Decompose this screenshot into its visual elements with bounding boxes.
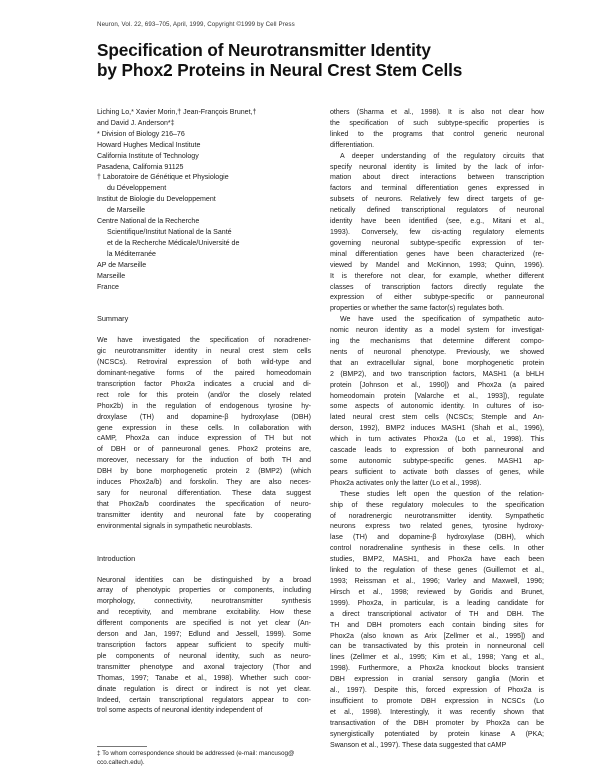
paragraph <box>330 315 544 490</box>
affiliation-line: et de la Recherche Médicale/Université de <box>107 239 240 247</box>
text-line: dominant-negative forms of the paired homeodomain <box>97 370 311 378</box>
author-line: and David J. Anderson*‡ <box>97 119 175 127</box>
text-line: Indeed, certain transcriptional regulators appear to con- <box>97 696 311 704</box>
introduction-heading: Introduction <box>97 553 136 563</box>
paragraph <box>330 108 544 152</box>
text-line: synergistically potentiated by protein kinase A (PKA; <box>330 730 544 738</box>
text-line: which in turn activates Phox2a (Lo et al., 1998). This <box>330 436 544 444</box>
text-line: morphology, connectivity, neurotransmitter synthesis <box>97 598 311 606</box>
text-line: homeodomain protein [Valarche et al., 1993]), regulate <box>330 392 544 400</box>
affiliation-line: AP de Marseille <box>97 261 147 269</box>
text-line: induces Phox2a/b) and forskolin. They are also neces- <box>97 479 311 487</box>
text-line: transcription factors appear sufficient to specify multi- <box>97 641 311 649</box>
text-line: studies, BMP2, MASH1, and Phox2a have each been <box>330 556 544 564</box>
text-line: et al., 1998). Interestingly, it was recently shown that <box>330 708 544 716</box>
text-line: Hirsch et al., 1998; reviewed by Goridis and Brunet, <box>330 588 544 596</box>
footnote-divider <box>97 746 147 747</box>
text-line: 1993; Reissman et al., 1996; Varley and Maxwell, 1996; <box>330 577 544 585</box>
text-line: It is therefore not clear, for example, whether different <box>330 272 544 280</box>
text-line: array of phenotypic properties or components, including <box>97 587 311 595</box>
text-line: Swanson et al., 1997). These data suggested that cAMP <box>330 741 507 749</box>
text-line: linked to the regulation of these genes (Guillemot et al., <box>330 567 544 575</box>
text-line: al., 1997). Despite this, forced expression of Phox2a is <box>330 687 544 695</box>
text-line: ple components of neuronal identity, such as neuro- <box>97 652 311 660</box>
text-line: cco.caltech.edu). <box>97 759 145 766</box>
text-line: and receptivity, and membrane excitability. How these <box>97 609 311 617</box>
affiliation-line: † Laboratoire de Génétique et Physiologie <box>97 174 229 182</box>
text-line: 1999). Phox2a, in particular, is a leading candidate for <box>330 599 544 607</box>
text-line: specify neuronal identity is limited by the lack of infor- <box>330 163 544 171</box>
text-line: some aspects of autonomic identity. In cultures of iso- <box>330 403 544 411</box>
text-line: TH and DBH promoters each contain binding sites for <box>330 621 544 629</box>
text-line: 1993). Conversely, few cis-acting regulatory elements <box>330 228 544 236</box>
affiliation-line: du Développement <box>107 185 167 193</box>
text-line: a direct transcriptional activator of TH and DBH. The <box>330 610 544 618</box>
title-line: by Phox2 Proteins in Neural Crest Stem Cells <box>97 60 463 80</box>
text-line: protein [Johnson et al., 1990]) and Phox2a (a paired <box>330 381 544 389</box>
right-column <box>330 108 544 751</box>
paragraph <box>330 152 544 316</box>
text-line: droxylase (TH) and dopamine-β hydroxylase (DBH) <box>97 413 311 421</box>
text-line: neurons express two related genes, tyrosine hydroxy- <box>330 523 544 531</box>
summary-heading: Summary <box>97 314 129 324</box>
text-line: of DBH or of panneuronal genes. Phox2 proteins are, <box>97 446 311 454</box>
introduction-body <box>97 576 311 718</box>
text-line: A deeper understanding of the regulatory circuits that <box>340 152 544 160</box>
author-line: Liching Lo,* Xavier Morin,† Jean-François Brunet,† <box>97 109 257 116</box>
text-line: derson, 1992), BMP2 induces MASH1 (Shah et al., 1996), <box>330 425 544 433</box>
affiliation-line: Howard Hughes Medical Institute <box>97 141 201 149</box>
text-line: others (Sharma et al., 1998). It is also not clear how <box>330 109 544 116</box>
text-line: Thomas, 1997; Tanabe et al., 1998). Whether such coor- <box>97 674 311 682</box>
affiliation-line: de Marseille <box>107 207 145 215</box>
affiliation-line: * Division of Biology 216–76 <box>97 130 185 138</box>
correspondence-footnote <box>97 749 311 767</box>
text-line: different components are specified is not yet clear (An- <box>97 620 311 628</box>
text-line: rect role for this protein (and/or the closely related <box>97 391 311 399</box>
text-line: sary for neuronal differentiation. These data suggest <box>97 490 311 497</box>
text-line: 1998). Furthermore, a Phox2a knockout blocks transient <box>330 665 544 673</box>
text-line: mation about direct interactions between transcription <box>330 174 544 182</box>
text-line: pears sufficient to activate both classes of genes, while <box>330 468 544 476</box>
text-line: expression of either subtype-specific or panneuronal <box>330 294 544 302</box>
text-line: moreover, necessary for the induction of both TH and <box>97 457 311 465</box>
text-line: lase (TH) and dopamine-β hydroxylase (DBH), which <box>330 534 544 542</box>
summary-body <box>97 336 311 532</box>
text-line: Neuronal identities can be distinguished by a broad <box>97 576 311 584</box>
text-line: linked to the programs that control generic neuronal <box>330 130 544 138</box>
text-line: Phox2a activates only the latter (Lo et al., 1998). <box>330 479 482 487</box>
text-line: identity have been identified (see, e.g., Mitani et al., <box>330 218 544 226</box>
text-line: cascade leads to expression of both panneuronal and <box>330 447 544 455</box>
text-line: transmitter phenotype and axonal trajectory (Thor and <box>97 663 311 671</box>
text-line: DBH expression in cranial sensory ganglia (Morin et <box>330 676 544 684</box>
article-title <box>97 40 537 80</box>
text-line: classes of transcription factors directly regulate the <box>330 283 544 291</box>
text-line: can be transactivated by this protein in nonneuronal cell <box>330 643 544 651</box>
text-line: lated neural crest stem cells (NCSCs; Stemple and An- <box>330 414 544 422</box>
text-line: (NCSCs). Retroviral expression of both wild-type and <box>97 359 311 367</box>
affiliations <box>97 130 311 294</box>
text-line: that an extracellular signal, bone morphogenetic protein <box>330 359 544 367</box>
affiliation-line: Marseille <box>97 272 126 280</box>
text-line: differentiation. <box>330 141 375 149</box>
text-line: minal differentiation genes have been characterized (re- <box>330 250 544 258</box>
text-line: ing the mechanisms that determine different compo- <box>330 338 544 346</box>
text-line: governing neuronal subtype-specific expression of ter- <box>330 239 544 247</box>
text-line: These studies left open the question of the relation- <box>340 490 544 498</box>
author-list <box>97 108 311 130</box>
text-line: netically defined transcriptional regulators of neuronal <box>330 207 544 215</box>
text-line: transmitter identity and neuronal fate by cooperating <box>97 511 311 519</box>
text-line: gene expression in these cells. In collaboration with <box>97 424 311 432</box>
text-line: environmental signals in sympathetic neuroblasts. <box>97 522 253 530</box>
paragraph <box>330 490 544 752</box>
text-line: trol some aspects of neuronal identity independent of <box>97 707 263 715</box>
affiliation-line: California Institute of Technology <box>97 152 199 160</box>
text-line: insufficient to promote DBH expression in NCSCs (Lo <box>330 697 544 705</box>
text-line: Phox2a (also known as Arix [Zellmer et al., 1995]) and <box>330 632 544 640</box>
text-line: We have used the specification of sympathetic auto- <box>340 316 544 324</box>
text-line: nomic neuron identity as a model system for investigat- <box>330 327 544 335</box>
text-line: subsets of neurons. Relatively few direct targets of ge- <box>330 196 544 204</box>
text-line: DBH by bone morphogenetic protein 2 (BMP2) (which <box>97 468 311 476</box>
text-line: gic neurotransmitter identity in neural crest stem cells <box>97 348 311 356</box>
journal-header: Neuron, Vol. 22, 693–705, April, 1999, Copyright ©1999 by Cell Press <box>97 21 295 28</box>
text-line: transcription factor Phox2a indicates a crucial and di- <box>97 380 311 388</box>
text-line: lines (Zellmer et al., 1995; Kim et al., 1998; Yang et al., <box>330 654 544 662</box>
text-line: transactivation of the DBH promoter by Phox2a can be <box>330 719 544 727</box>
text-line: ship of these regulatory molecules to the specification <box>330 501 544 509</box>
affiliation-line: Pasadena, California 91125 <box>97 163 184 171</box>
left-column <box>97 108 311 717</box>
text-line: some autonomic subtype-specific genes. MASH1 ap- <box>330 458 544 465</box>
affiliation-line: Centre National de la Recherche <box>97 218 200 226</box>
text-line: of noradrenergic neurotransmitter identity. Sympathetic <box>330 512 544 520</box>
text-line: that Phox2a/b coordinates the specification of neuro- <box>97 500 311 508</box>
text-line: nents of neuronal phenotype. Previously, we showed <box>330 348 544 356</box>
text-line: ‡ To whom correspondence should be addressed (e-mail: mancusog@ <box>97 750 295 757</box>
affiliation-line: la Méditerranée <box>107 250 156 258</box>
text-line: factors and terminal differentiation genes expressed in <box>330 185 544 193</box>
text-line: dinate regulation is direct or indirect is not yet clear. <box>97 685 311 693</box>
text-line: the specification of such subtype-specific properties is <box>330 119 544 127</box>
text-line: viewed by Mandel and McKinnon, 1993; Quinn, 1996). <box>330 261 544 269</box>
text-line: cAMP, Phox2a can induce expression of TH but not <box>97 435 311 443</box>
affiliation-line: Institut de Biologie du Developpement <box>97 196 216 204</box>
text-line: Phox2b) in the regulation of endogenous tyrosine hy- <box>97 402 311 410</box>
affiliation-line: Scientifique/Institut National de la Santé <box>107 228 232 236</box>
text-line: 2 (BMP2), and two transcription factors, MASH1 (a bHLH <box>330 370 544 378</box>
text-line: properties or whether the same factor(s) regulates both. <box>330 305 504 313</box>
text-line: control noradrenaline synthesis in these cells. In other <box>330 545 544 553</box>
text-line: We have investigated the specification of noradrener- <box>97 337 311 345</box>
title-line: Specification of Neurotransmitter Identity <box>97 40 431 60</box>
text-line: derson and Jan, 1997; Edlund and Jessell, 1999). Some <box>97 631 311 639</box>
affiliation-line: France <box>97 283 119 291</box>
